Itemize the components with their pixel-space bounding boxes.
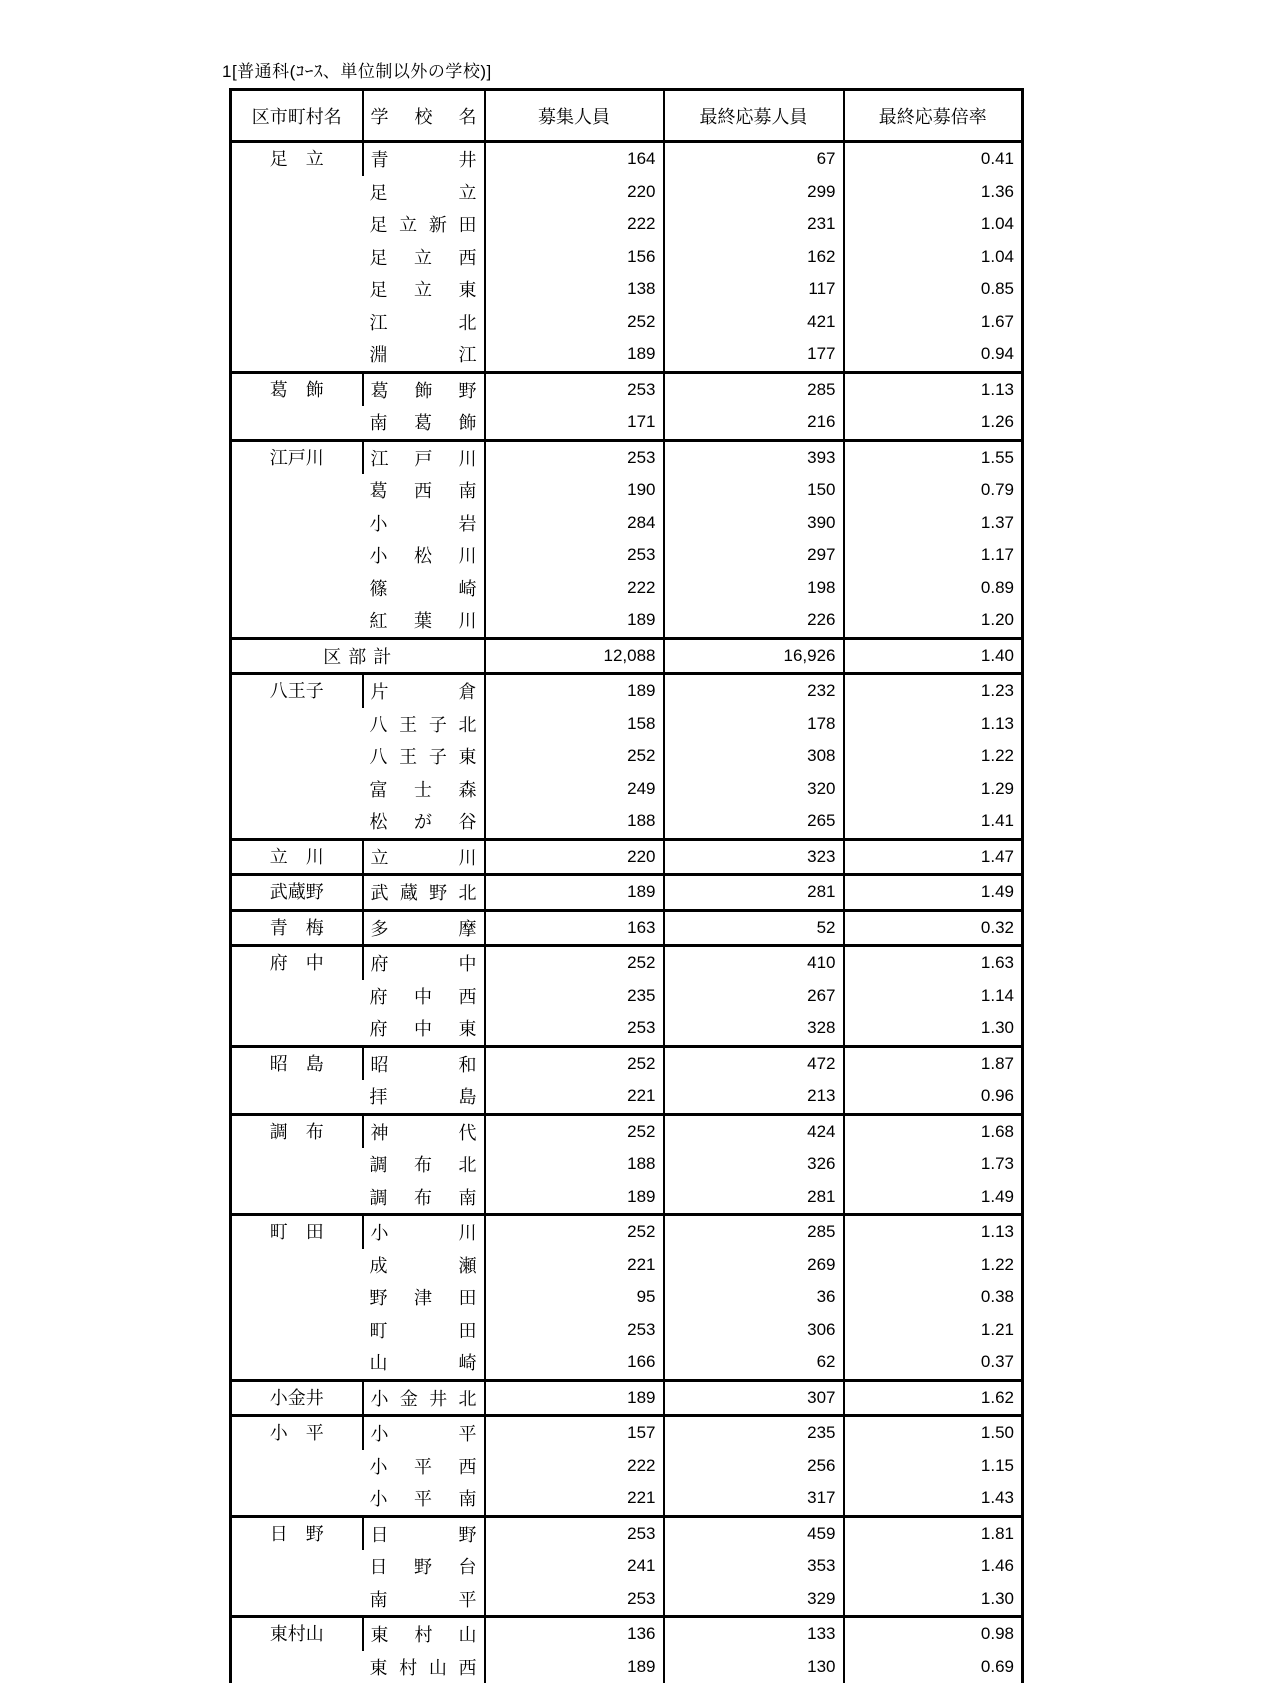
school-name-cell: 松 が 谷 <box>369 812 477 833</box>
school-name-cell: 武 蔵 野 北 <box>363 875 485 911</box>
ratio-cell: 1.22 <box>844 1249 1023 1282</box>
capacity-cell: 221 <box>485 1080 664 1114</box>
ratio-cell: 1.26 <box>844 406 1023 440</box>
capacity-cell: 253 <box>485 539 664 572</box>
capacity-cell: 235 <box>485 980 664 1013</box>
capacity-cell: 252 <box>485 740 664 773</box>
capacity-cell: 222 <box>485 208 664 241</box>
table-row <box>231 875 1023 911</box>
applicants-cell: 424 <box>664 1114 844 1148</box>
applicants-cell: 235 <box>664 1416 844 1450</box>
capacity-cell: 284 <box>485 507 664 540</box>
ratio-cell: 1.14 <box>844 980 1023 1013</box>
capacity-cell: 222 <box>485 572 664 605</box>
district-cell: 小金井 <box>231 1380 363 1416</box>
ratio-cell: 1.62 <box>844 1380 1023 1416</box>
district-cell: 町 田 <box>231 1215 363 1381</box>
ratio-cell: 1.17 <box>844 539 1023 572</box>
applicants-cell: 285 <box>664 1215 844 1249</box>
capacity-cell: 171 <box>485 406 664 440</box>
capacity-cell: 252 <box>485 1215 664 1249</box>
school-name-cell: 小 平 <box>363 1416 485 1450</box>
school-name-cell: 東 村 山 <box>363 1617 485 1651</box>
applicants-cell: 269 <box>664 1249 844 1282</box>
school-name-cell: 神 代 <box>363 1114 485 1148</box>
applicants-cell: 231 <box>664 208 844 241</box>
school-name-cell: 立 川 <box>363 839 485 875</box>
capacity-cell: 189 <box>485 1651 664 1683</box>
school-name-cell: 拝 島 <box>369 1087 477 1108</box>
table-header <box>231 90 1023 142</box>
school-name-cell: 東 村 山 西 <box>369 1657 477 1678</box>
column-header-school: 学 校 名 <box>363 90 485 142</box>
table-row <box>231 372 1023 406</box>
column-header-ratio: 最終応募倍率 <box>844 90 1023 142</box>
applicants-cell: 226 <box>664 604 844 638</box>
ratio-cell: 1.47 <box>844 839 1023 875</box>
ratio-cell: 1.81 <box>844 1516 1023 1550</box>
capacity-cell: 190 <box>485 474 664 507</box>
school-name-cell: 足 立 新 田 <box>369 215 477 236</box>
capacity-cell: 164 <box>485 142 664 176</box>
capacity-cell: 157 <box>485 1416 664 1450</box>
district-cell: 日 野 <box>231 1516 363 1617</box>
column-header-capacity: 募集人員 <box>485 90 664 142</box>
school-name-cell: 富 士 森 <box>369 779 477 800</box>
applicants-cell: 267 <box>664 980 844 1013</box>
ratio-cell: 1.13 <box>844 708 1023 741</box>
capacity-cell: 156 <box>485 241 664 274</box>
school-name-cell: 府 中 東 <box>369 1019 477 1040</box>
capacity-cell: 253 <box>485 372 664 406</box>
school-name-cell: 片 倉 <box>363 674 485 708</box>
applicants-cell: 281 <box>664 875 844 911</box>
capacity-cell: 252 <box>485 946 664 980</box>
school-name-cell: 葛 西 南 <box>369 481 477 502</box>
capacity-cell: 189 <box>485 338 664 372</box>
capacity-cell: 249 <box>485 773 664 806</box>
ratio-cell: 1.13 <box>844 1215 1023 1249</box>
capacity-cell: 222 <box>485 1450 664 1483</box>
school-name-cell: 江 北 <box>369 312 477 333</box>
applicants-cell: 410 <box>664 946 844 980</box>
school-name-cell: 調 布 北 <box>369 1155 477 1176</box>
applicants-cell: 162 <box>664 241 844 274</box>
capacity-cell: 221 <box>485 1482 664 1516</box>
applicants-cell: 256 <box>664 1450 844 1483</box>
capacity-cell: 189 <box>485 875 664 911</box>
school-name-cell: 小 岩 <box>369 513 477 534</box>
applicants-cell: 326 <box>664 1148 844 1181</box>
applicants-cell: 265 <box>664 805 844 839</box>
school-name-cell: 多 摩 <box>363 910 485 946</box>
ratio-cell: 1.87 <box>844 1046 1023 1080</box>
table-body <box>231 142 1023 1683</box>
applicants-cell: 307 <box>664 1380 844 1416</box>
ratio-cell: 1.41 <box>844 805 1023 839</box>
ratio-cell: 1.23 <box>844 674 1023 708</box>
applicants-cell: 317 <box>664 1482 844 1516</box>
column-header-district: 区市町村名 <box>231 90 363 142</box>
district-cell: 武蔵野 <box>231 875 363 911</box>
capacity-cell: 12,088 <box>485 638 664 674</box>
school-name-cell: 淵 江 <box>369 345 477 366</box>
school-name-cell: 小 川 <box>363 1215 485 1249</box>
applicants-cell: 459 <box>664 1516 844 1550</box>
ratio-cell: 1.21 <box>844 1314 1023 1347</box>
school-name-cell: 日 野 台 <box>369 1557 477 1578</box>
ratio-cell: 1.30 <box>844 1583 1023 1617</box>
school-name-cell: 足 立 東 <box>369 280 477 301</box>
ratio-cell: 1.30 <box>844 1012 1023 1046</box>
capacity-cell: 189 <box>485 1181 664 1215</box>
applicants-cell: 16,926 <box>664 638 844 674</box>
ratio-cell: 1.40 <box>844 638 1023 674</box>
applicants-cell: 353 <box>664 1550 844 1583</box>
applicants-cell: 328 <box>664 1012 844 1046</box>
school-name-cell: 府 中 <box>363 946 485 980</box>
applicants-cell: 67 <box>664 142 844 176</box>
ratio-cell: 1.37 <box>844 507 1023 540</box>
capacity-cell: 253 <box>485 440 664 474</box>
ratio-cell: 1.49 <box>844 1181 1023 1215</box>
applicants-cell: 297 <box>664 539 844 572</box>
table-row <box>231 1617 1023 1651</box>
applicants-cell: 52 <box>664 910 844 946</box>
applicants-cell: 393 <box>664 440 844 474</box>
school-name-cell: 八 王 子 東 <box>369 747 477 768</box>
table-row <box>231 839 1023 875</box>
school-name-cell: 江 戸 川 <box>363 440 485 474</box>
ratio-cell: 1.04 <box>844 241 1023 274</box>
capacity-cell: 158 <box>485 708 664 741</box>
ratio-cell: 1.63 <box>844 946 1023 980</box>
school-name-cell: 調 布 南 <box>369 1187 477 1208</box>
applicants-cell: 306 <box>664 1314 844 1347</box>
table-row <box>231 1114 1023 1148</box>
applicants-cell: 130 <box>664 1651 844 1683</box>
capacity-cell: 166 <box>485 1346 664 1380</box>
capacity-cell: 136 <box>485 1617 664 1651</box>
applicants-cell: 178 <box>664 708 844 741</box>
capacity-cell: 95 <box>485 1281 664 1314</box>
school-name-cell: 小 松 川 <box>369 546 477 567</box>
school-name-cell: 南 平 <box>369 1589 477 1610</box>
school-name-cell: 成 瀬 <box>369 1255 477 1276</box>
applicants-cell: 198 <box>664 572 844 605</box>
school-name-cell: 青 井 <box>363 142 485 176</box>
applicants-cell: 421 <box>664 306 844 339</box>
admissions-table <box>229 88 1024 1683</box>
applicants-cell: 281 <box>664 1181 844 1215</box>
table-row <box>231 142 1023 176</box>
table-row <box>231 674 1023 708</box>
ratio-cell: 1.50 <box>844 1416 1023 1450</box>
capacity-cell: 253 <box>485 1583 664 1617</box>
applicants-cell: 62 <box>664 1346 844 1380</box>
table-row <box>231 1516 1023 1550</box>
applicants-cell: 320 <box>664 773 844 806</box>
district-cell: 江戸川 <box>231 440 363 638</box>
capacity-cell: 163 <box>485 910 664 946</box>
school-name-cell: 八 王 子 北 <box>369 714 477 735</box>
capacity-cell: 189 <box>485 604 664 638</box>
capacity-cell: 188 <box>485 1148 664 1181</box>
header-row <box>231 90 1023 142</box>
capacity-cell: 221 <box>485 1249 664 1282</box>
capacity-cell: 252 <box>485 1114 664 1148</box>
school-name-cell: 町 田 <box>369 1320 477 1341</box>
applicants-cell: 308 <box>664 740 844 773</box>
applicants-cell: 117 <box>664 273 844 306</box>
ratio-cell: 0.96 <box>844 1080 1023 1114</box>
ratio-cell: 1.73 <box>844 1148 1023 1181</box>
ratio-cell: 1.68 <box>844 1114 1023 1148</box>
district-cell: 足 立 <box>231 142 363 373</box>
applicants-cell: 232 <box>664 674 844 708</box>
applicants-cell: 36 <box>664 1281 844 1314</box>
applicants-cell: 133 <box>664 1617 844 1651</box>
district-cell: 小 平 <box>231 1416 363 1517</box>
school-name-cell: 府 中 西 <box>369 986 477 1007</box>
ratio-cell: 0.98 <box>844 1617 1023 1651</box>
ratio-cell: 1.29 <box>844 773 1023 806</box>
capacity-cell: 253 <box>485 1516 664 1550</box>
school-name-cell: 足 立 西 <box>369 247 477 268</box>
capacity-cell: 220 <box>485 839 664 875</box>
capacity-cell: 253 <box>485 1012 664 1046</box>
applicants-cell: 285 <box>664 372 844 406</box>
applicants-cell: 177 <box>664 338 844 372</box>
table-row <box>231 440 1023 474</box>
school-name-cell: 山 崎 <box>369 1353 477 1374</box>
district-cell: 青 梅 <box>231 910 363 946</box>
ratio-cell: 1.04 <box>844 208 1023 241</box>
ratio-cell: 0.89 <box>844 572 1023 605</box>
applicants-cell: 216 <box>664 406 844 440</box>
ratio-cell: 1.43 <box>844 1482 1023 1516</box>
district-cell: 立 川 <box>231 839 363 875</box>
ratio-cell: 0.32 <box>844 910 1023 946</box>
ratio-cell: 0.79 <box>844 474 1023 507</box>
school-name-cell: 小 平 南 <box>369 1489 477 1510</box>
capacity-cell: 252 <box>485 1046 664 1080</box>
ratio-cell: 1.55 <box>844 440 1023 474</box>
district-cell: 東村山 <box>231 1617 363 1683</box>
table-row <box>231 910 1023 946</box>
school-name-cell: 日 野 <box>363 1516 485 1550</box>
applicants-cell: 150 <box>664 474 844 507</box>
applicants-cell: 323 <box>664 839 844 875</box>
table-row <box>231 946 1023 980</box>
school-name-cell: 足 立 <box>369 182 477 203</box>
school-name-cell: 葛 飾 野 <box>363 372 485 406</box>
page-title: 1[普通科(ｺｰｽ、単位制以外の学校)] <box>222 62 492 81</box>
applicants-cell: 329 <box>664 1583 844 1617</box>
column-header-applicants: 最終応募人員 <box>664 90 844 142</box>
table-row <box>231 1046 1023 1080</box>
ratio-cell: 0.94 <box>844 338 1023 372</box>
ratio-cell: 0.38 <box>844 1281 1023 1314</box>
district-cell: 昭 島 <box>231 1046 363 1114</box>
applicants-cell: 390 <box>664 507 844 540</box>
table-row <box>231 1215 1023 1249</box>
capacity-cell: 241 <box>485 1550 664 1583</box>
district-cell: 府 中 <box>231 946 363 1047</box>
capacity-cell: 188 <box>485 805 664 839</box>
school-name-cell: 小 平 西 <box>369 1456 477 1477</box>
district-cell: 調 布 <box>231 1114 363 1215</box>
school-name-cell: 小 金 井 北 <box>363 1380 485 1416</box>
ratio-cell: 1.67 <box>844 306 1023 339</box>
school-name-cell: 篠 崎 <box>369 578 477 599</box>
school-name-cell: 南 葛 飾 <box>369 413 477 434</box>
school-name-cell: 昭 和 <box>363 1046 485 1080</box>
district-cell: 八王子 <box>231 674 363 840</box>
ratio-cell: 1.46 <box>844 1550 1023 1583</box>
ratio-cell: 0.69 <box>844 1651 1023 1683</box>
applicants-cell: 472 <box>664 1046 844 1080</box>
applicants-cell: 213 <box>664 1080 844 1114</box>
capacity-cell: 189 <box>485 674 664 708</box>
ratio-cell: 1.20 <box>844 604 1023 638</box>
ratio-cell: 1.15 <box>844 1450 1023 1483</box>
capacity-cell: 253 <box>485 1314 664 1347</box>
ratio-cell: 0.41 <box>844 142 1023 176</box>
ratio-cell: 1.22 <box>844 740 1023 773</box>
ratio-cell: 0.85 <box>844 273 1023 306</box>
capacity-cell: 220 <box>485 176 664 209</box>
ratio-cell: 1.36 <box>844 176 1023 209</box>
summary-label-cell: 区 部 計 <box>231 638 485 674</box>
ratio-cell: 0.37 <box>844 1346 1023 1380</box>
capacity-cell: 138 <box>485 273 664 306</box>
ratio-cell: 1.13 <box>844 372 1023 406</box>
table-row <box>231 1416 1023 1450</box>
applicants-cell: 299 <box>664 176 844 209</box>
summary-row <box>231 638 1023 674</box>
capacity-cell: 189 <box>485 1380 664 1416</box>
school-name-cell: 紅 葉 川 <box>369 611 477 632</box>
district-cell: 葛 飾 <box>231 372 363 440</box>
capacity-cell: 252 <box>485 306 664 339</box>
ratio-cell: 1.49 <box>844 875 1023 911</box>
table-row <box>231 1380 1023 1416</box>
school-name-cell: 野 津 田 <box>369 1288 477 1309</box>
